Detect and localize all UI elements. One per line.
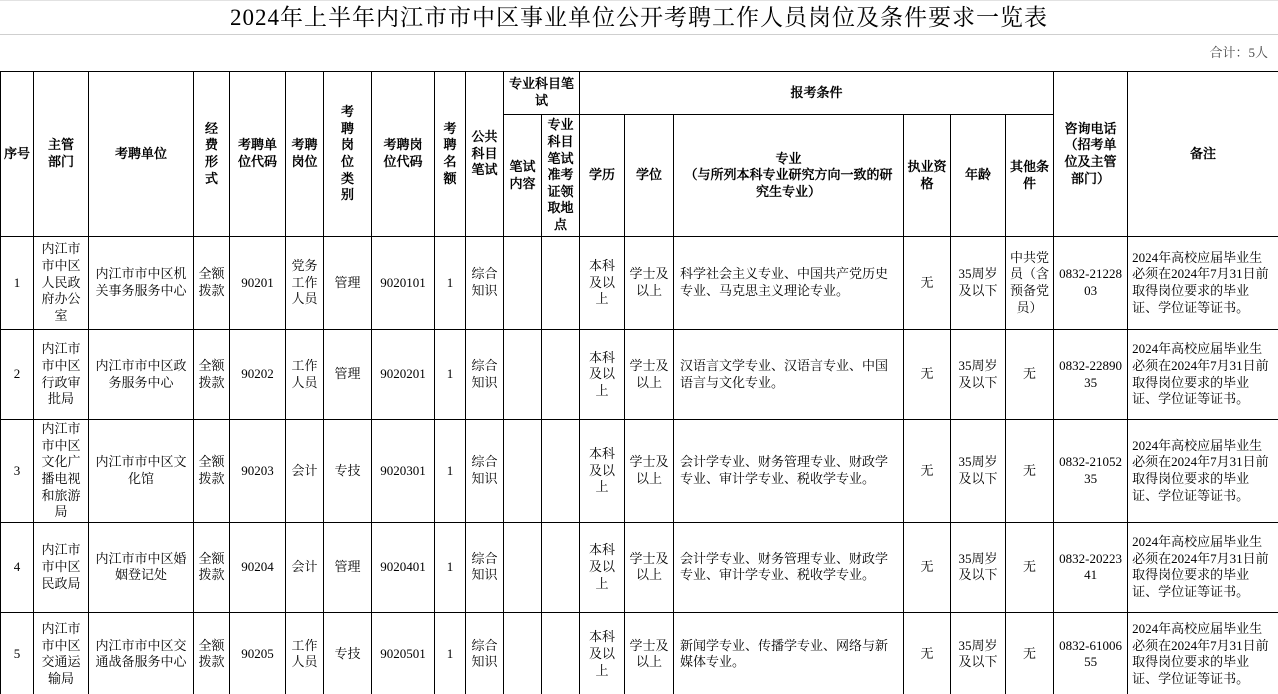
- cell-category: 专技: [324, 420, 372, 523]
- cell-public-subject: 综合知识: [466, 612, 504, 694]
- cell-other: 无: [1006, 522, 1054, 612]
- cell-education: 本科及以上: [580, 612, 625, 694]
- cell-note: 2024年高校应届毕业生必须在2024年7月31日前取得岗位要求的毕业证、学位证等证书。: [1128, 420, 1278, 523]
- cell-other: 无: [1006, 330, 1054, 420]
- cell-note: 2024年高校应届毕业生必须在2024年7月31日前取得岗位要求的毕业证、学位证等证书。: [1128, 612, 1278, 694]
- header-other: 其他条件: [1006, 115, 1054, 237]
- cell-qualification: 无: [904, 330, 951, 420]
- cell-qualification: 无: [904, 612, 951, 694]
- cell-post-code: 9020401: [372, 522, 435, 612]
- cell-quota: 1: [435, 237, 466, 330]
- cell-qualification: 无: [904, 522, 951, 612]
- header-education: 学历: [580, 115, 625, 237]
- cell-written-content: [504, 522, 542, 612]
- cell-post: 会计: [286, 522, 324, 612]
- cell-unit: 内江市市中区政务服务中心: [89, 330, 194, 420]
- cell-cert-place: [542, 522, 580, 612]
- cell-public-subject: 综合知识: [466, 522, 504, 612]
- cell-phone: 0832-2105235: [1054, 420, 1128, 523]
- cell-unit-code: 90201: [230, 237, 286, 330]
- total-count-note: 合计：5人: [1209, 45, 1268, 60]
- cell-public-subject: 综合知识: [466, 330, 504, 420]
- cell-unit: 内江市市中区婚姻登记处: [89, 522, 194, 612]
- cell-degree: 学士及以上: [625, 612, 674, 694]
- cell-education: 本科及以上: [580, 420, 625, 523]
- cell-unit: 内江市市中区交通战备服务中心: [89, 612, 194, 694]
- header-pro-subject-group: 专业科目笔试: [504, 72, 580, 115]
- header-cert-place: 专业科目笔试准考证领取地点: [542, 115, 580, 237]
- cell-category: 管理: [324, 522, 372, 612]
- cell-written-content: [504, 330, 542, 420]
- cell-major: 新闻学专业、传播学专业、网络与新媒体专业。: [674, 612, 904, 694]
- cell-degree: 学士及以上: [625, 522, 674, 612]
- cell-note: 2024年高校应届毕业生必须在2024年7月31日前取得岗位要求的毕业证、学位证等证书。: [1128, 237, 1278, 330]
- cell-post-code: 9020301: [372, 420, 435, 523]
- cell-post-code: 9020501: [372, 612, 435, 694]
- table-row: [1, 522, 1278, 612]
- cell-seq: 2: [1, 330, 34, 420]
- cell-seq: 5: [1, 612, 34, 694]
- header-major-subtitle: （与所列本科专业研究方向一致的研究生专业）: [684, 167, 893, 199]
- cell-dept: 内江市市中区行政审批局: [34, 330, 89, 420]
- cell-unit: 内江市市中区机关事务服务中心: [89, 237, 194, 330]
- header-category: 考聘岗位类别: [324, 72, 372, 237]
- cell-dept: 内江市市中区民政局: [34, 522, 89, 612]
- table-row: [1, 330, 1278, 420]
- cell-major: 会计学专业、财务管理专业、财政学专业、审计学专业、税收学专业。: [674, 420, 904, 523]
- cell-quota: 1: [435, 612, 466, 694]
- cell-cert-place: [542, 330, 580, 420]
- cell-note: 2024年高校应届毕业生必须在2024年7月31日前取得岗位要求的毕业证、学位证等证书。: [1128, 330, 1278, 420]
- header-phone: 咨询电话（招考单位及主管部门）: [1054, 72, 1128, 237]
- cell-dept: 内江市市中区交通运输局: [34, 612, 89, 694]
- header-unit-code: 考聘单位代码: [230, 72, 286, 237]
- cell-seq: 4: [1, 522, 34, 612]
- cell-unit-code: 90205: [230, 612, 286, 694]
- header-degree: 学位: [625, 115, 674, 237]
- header-written-content: 笔试内容: [504, 115, 542, 237]
- table-row: [1, 237, 1278, 330]
- header-major-title: 专业: [775, 150, 802, 166]
- cell-cert-place: [542, 237, 580, 330]
- cell-post: 会计: [286, 420, 324, 523]
- cell-funding: 全额拨款: [194, 612, 230, 694]
- cell-post-code: 9020201: [372, 330, 435, 420]
- recruitment-table: [0, 71, 1278, 694]
- table-row: [1, 420, 1278, 523]
- cell-funding: 全额拨款: [194, 522, 230, 612]
- header-unit: 考聘单位: [89, 72, 194, 237]
- table-row: [1, 612, 1278, 694]
- cell-post: 工作人员: [286, 612, 324, 694]
- header-funding: 经费形式: [194, 72, 230, 237]
- header-note: 备注: [1128, 72, 1278, 237]
- header-major: [674, 115, 904, 237]
- cell-category: 管理: [324, 330, 372, 420]
- cell-unit: 内江市市中区文化馆: [89, 420, 194, 523]
- cell-public-subject: 综合知识: [466, 237, 504, 330]
- cell-major: 科学社会主义专业、中国共产党历史专业、马克思主义理论专业。: [674, 237, 904, 330]
- header-public-subject: 公共科目笔试: [466, 72, 504, 237]
- cell-major: 会计学专业、财务管理专业、财政学专业、审计学专业、税收学专业。: [674, 522, 904, 612]
- cell-phone: 0832-2022341: [1054, 522, 1128, 612]
- cell-degree: 学士及以上: [625, 330, 674, 420]
- cell-major: 汉语言文学专业、汉语言专业、中国语言与文化专业。: [674, 330, 904, 420]
- cell-degree: 学士及以上: [625, 237, 674, 330]
- cell-cert-place: [542, 420, 580, 523]
- cell-written-content: [504, 237, 542, 330]
- cell-post: 党务工作人员: [286, 237, 324, 330]
- cell-other: 无: [1006, 420, 1054, 523]
- cell-phone: 0832-2122803: [1054, 237, 1128, 330]
- cell-unit-code: 90204: [230, 522, 286, 612]
- header-qualification: 执业资格: [904, 115, 951, 237]
- page-title: 2024年上半年内江市市中区事业单位公开考聘工作人员岗位及条件要求一览表: [0, 0, 1278, 35]
- cell-written-content: [504, 420, 542, 523]
- header-seq: 序号: [1, 72, 34, 237]
- cell-qualification: 无: [904, 237, 951, 330]
- cell-funding: 全额拨款: [194, 330, 230, 420]
- cell-age: 35周岁及以下: [951, 522, 1006, 612]
- cell-quota: 1: [435, 522, 466, 612]
- cell-education: 本科及以上: [580, 522, 625, 612]
- cell-unit-code: 90203: [230, 420, 286, 523]
- cell-unit-code: 90202: [230, 330, 286, 420]
- cell-education: 本科及以上: [580, 237, 625, 330]
- cell-cert-place: [542, 612, 580, 694]
- header-quota: 考聘名额: [435, 72, 466, 237]
- cell-age: 35周岁及以下: [951, 237, 1006, 330]
- header-conditions-group: 报考条件: [580, 72, 1054, 115]
- cell-age: 35周岁及以下: [951, 420, 1006, 523]
- cell-public-subject: 综合知识: [466, 420, 504, 523]
- cell-education: 本科及以上: [580, 330, 625, 420]
- header-post-code: 考聘岗位代码: [372, 72, 435, 237]
- header-age: 年龄: [951, 115, 1006, 237]
- cell-category: 管理: [324, 237, 372, 330]
- header-post: 考聘岗位: [286, 72, 324, 237]
- cell-post: 工作人员: [286, 330, 324, 420]
- cell-qualification: 无: [904, 420, 951, 523]
- cell-post-code: 9020101: [372, 237, 435, 330]
- cell-funding: 全额拨款: [194, 420, 230, 523]
- cell-dept: 内江市市中区人民政府办公室: [34, 237, 89, 330]
- cell-phone: 0832-6100655: [1054, 612, 1128, 694]
- cell-age: 35周岁及以下: [951, 330, 1006, 420]
- cell-written-content: [504, 612, 542, 694]
- cell-category: 专技: [324, 612, 372, 694]
- cell-seq: 3: [1, 420, 34, 523]
- cell-age: 35周岁及以下: [951, 612, 1006, 694]
- cell-note: 2024年高校应届毕业生必须在2024年7月31日前取得岗位要求的毕业证、学位证等证书。: [1128, 522, 1278, 612]
- cell-quota: 1: [435, 330, 466, 420]
- header-dept: 主管部门: [34, 72, 89, 237]
- cell-other: 无: [1006, 612, 1054, 694]
- cell-phone: 0832-2289035: [1054, 330, 1128, 420]
- cell-seq: 1: [1, 237, 34, 330]
- cell-other: 中共党员（含预备党员）: [1006, 237, 1054, 330]
- cell-dept: 内江市市中区文化广播电视和旅游局: [34, 420, 89, 523]
- cell-funding: 全额拨款: [194, 237, 230, 330]
- cell-quota: 1: [435, 420, 466, 523]
- cell-degree: 学士及以上: [625, 420, 674, 523]
